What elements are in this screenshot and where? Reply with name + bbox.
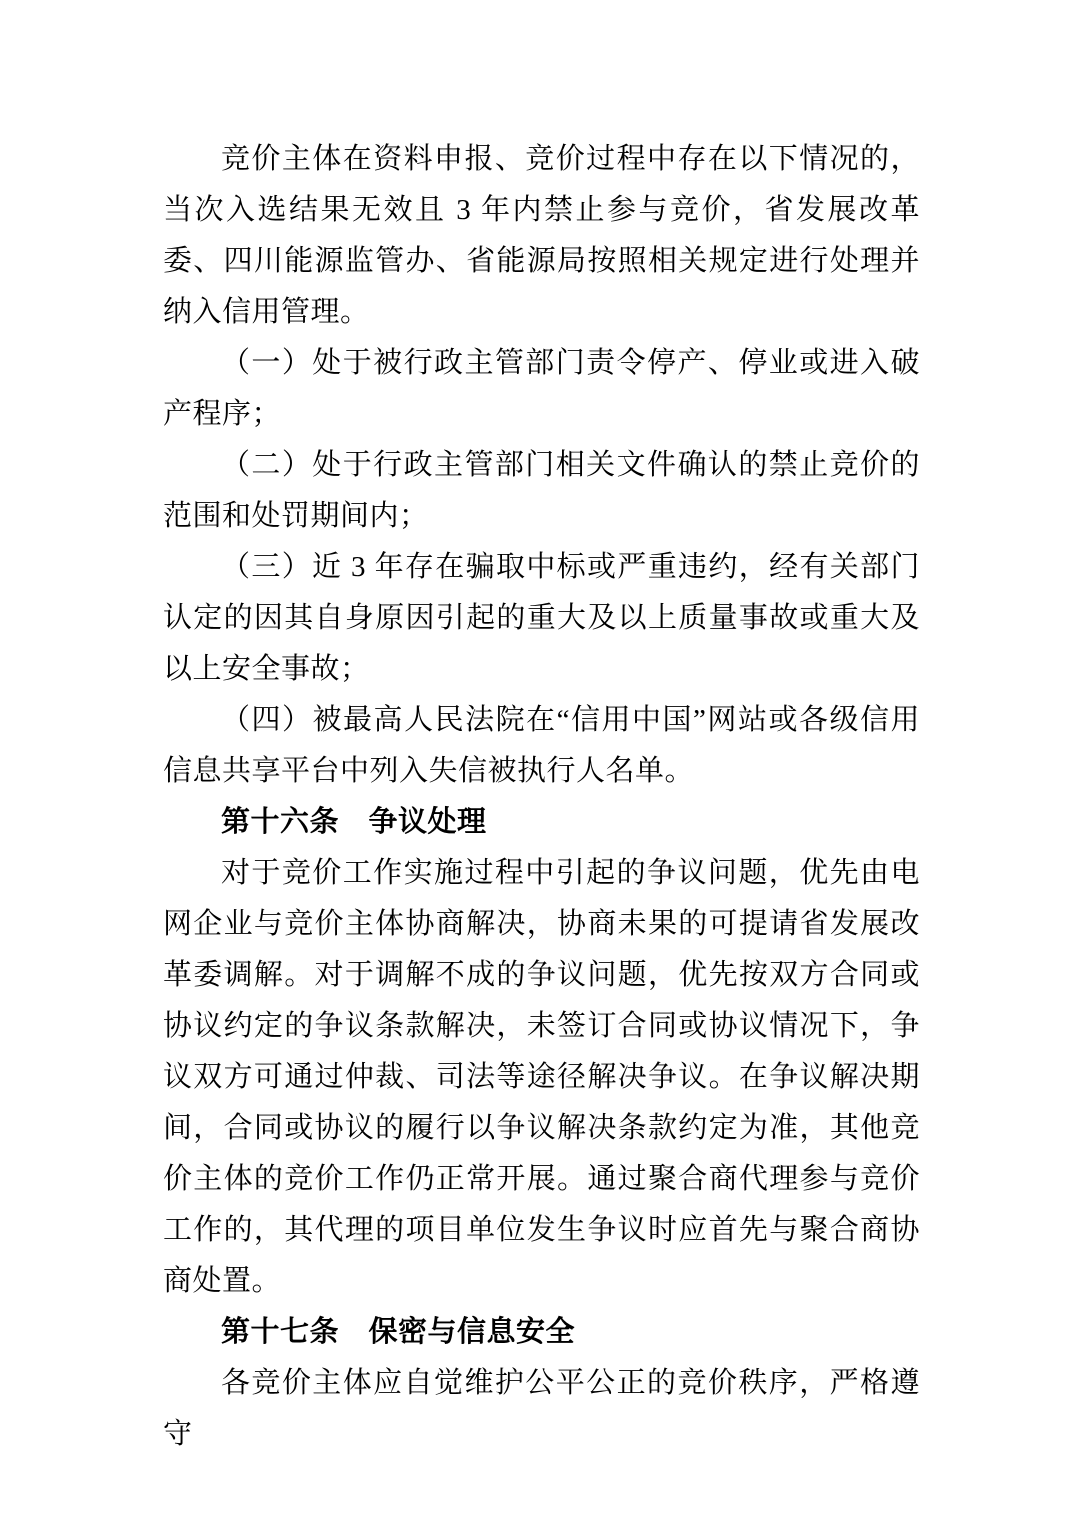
body-paragraph: 竞价主体在资料申报、竞价过程中存在以下情况的，当次入选结果无效且 3 年内禁止参与竞价，省发展改革委、四川能源监管办、省能源局按照相关规定进行处理并纳入信用管理。 — [163, 143, 920, 328]
body-paragraph: （四）被最高人民法院在“信用中国”网站或各级信用信息共享平台中列入失信被执行人名单。 — [163, 704, 920, 787]
body-paragraph: 对于竞价工作实施过程中引起的争议问题，优先由电网企业与竞价主体协商解决，协商未果的可提请省发展改革委调解。对于调解不成的争议问题，优先按双方合同或协议约定的争议条款解决，未签订合同或协议情况下，争议双方可通过仲裁、司法等途径解决争议。在争议解决期间，合同或协议的履行以争议解决条款约定为准，其他竞价主体的竞价工作仍正常开展。通过聚合商代理参与竞价工作的，其代理的项目单位发生争议时应首先与聚合商协商处置。 — [163, 857, 920, 1297]
document-body — [163, 0, 920, 1460]
body-paragraph: （二）处于行政主管部门相关文件确认的禁止竞价的范围和处罚期间内； — [163, 449, 920, 532]
body-paragraph: 各竞价主体应自觉维护公平公正的竞价秩序，严格遵守 — [163, 1367, 920, 1450]
article-heading: 第十七条 保密与信息安全 — [221, 1316, 576, 1348]
body-paragraph: （一）处于被行政主管部门责令停产、停业或进入破产程序； — [163, 347, 920, 430]
body-paragraph: （三）近 3 年存在骗取中标或严重违约，经有关部门认定的因其自身原因引起的重大及以上质量事故或重大及以上安全事故； — [163, 551, 920, 685]
article-heading: 第十六条 争议处理 — [221, 806, 487, 838]
